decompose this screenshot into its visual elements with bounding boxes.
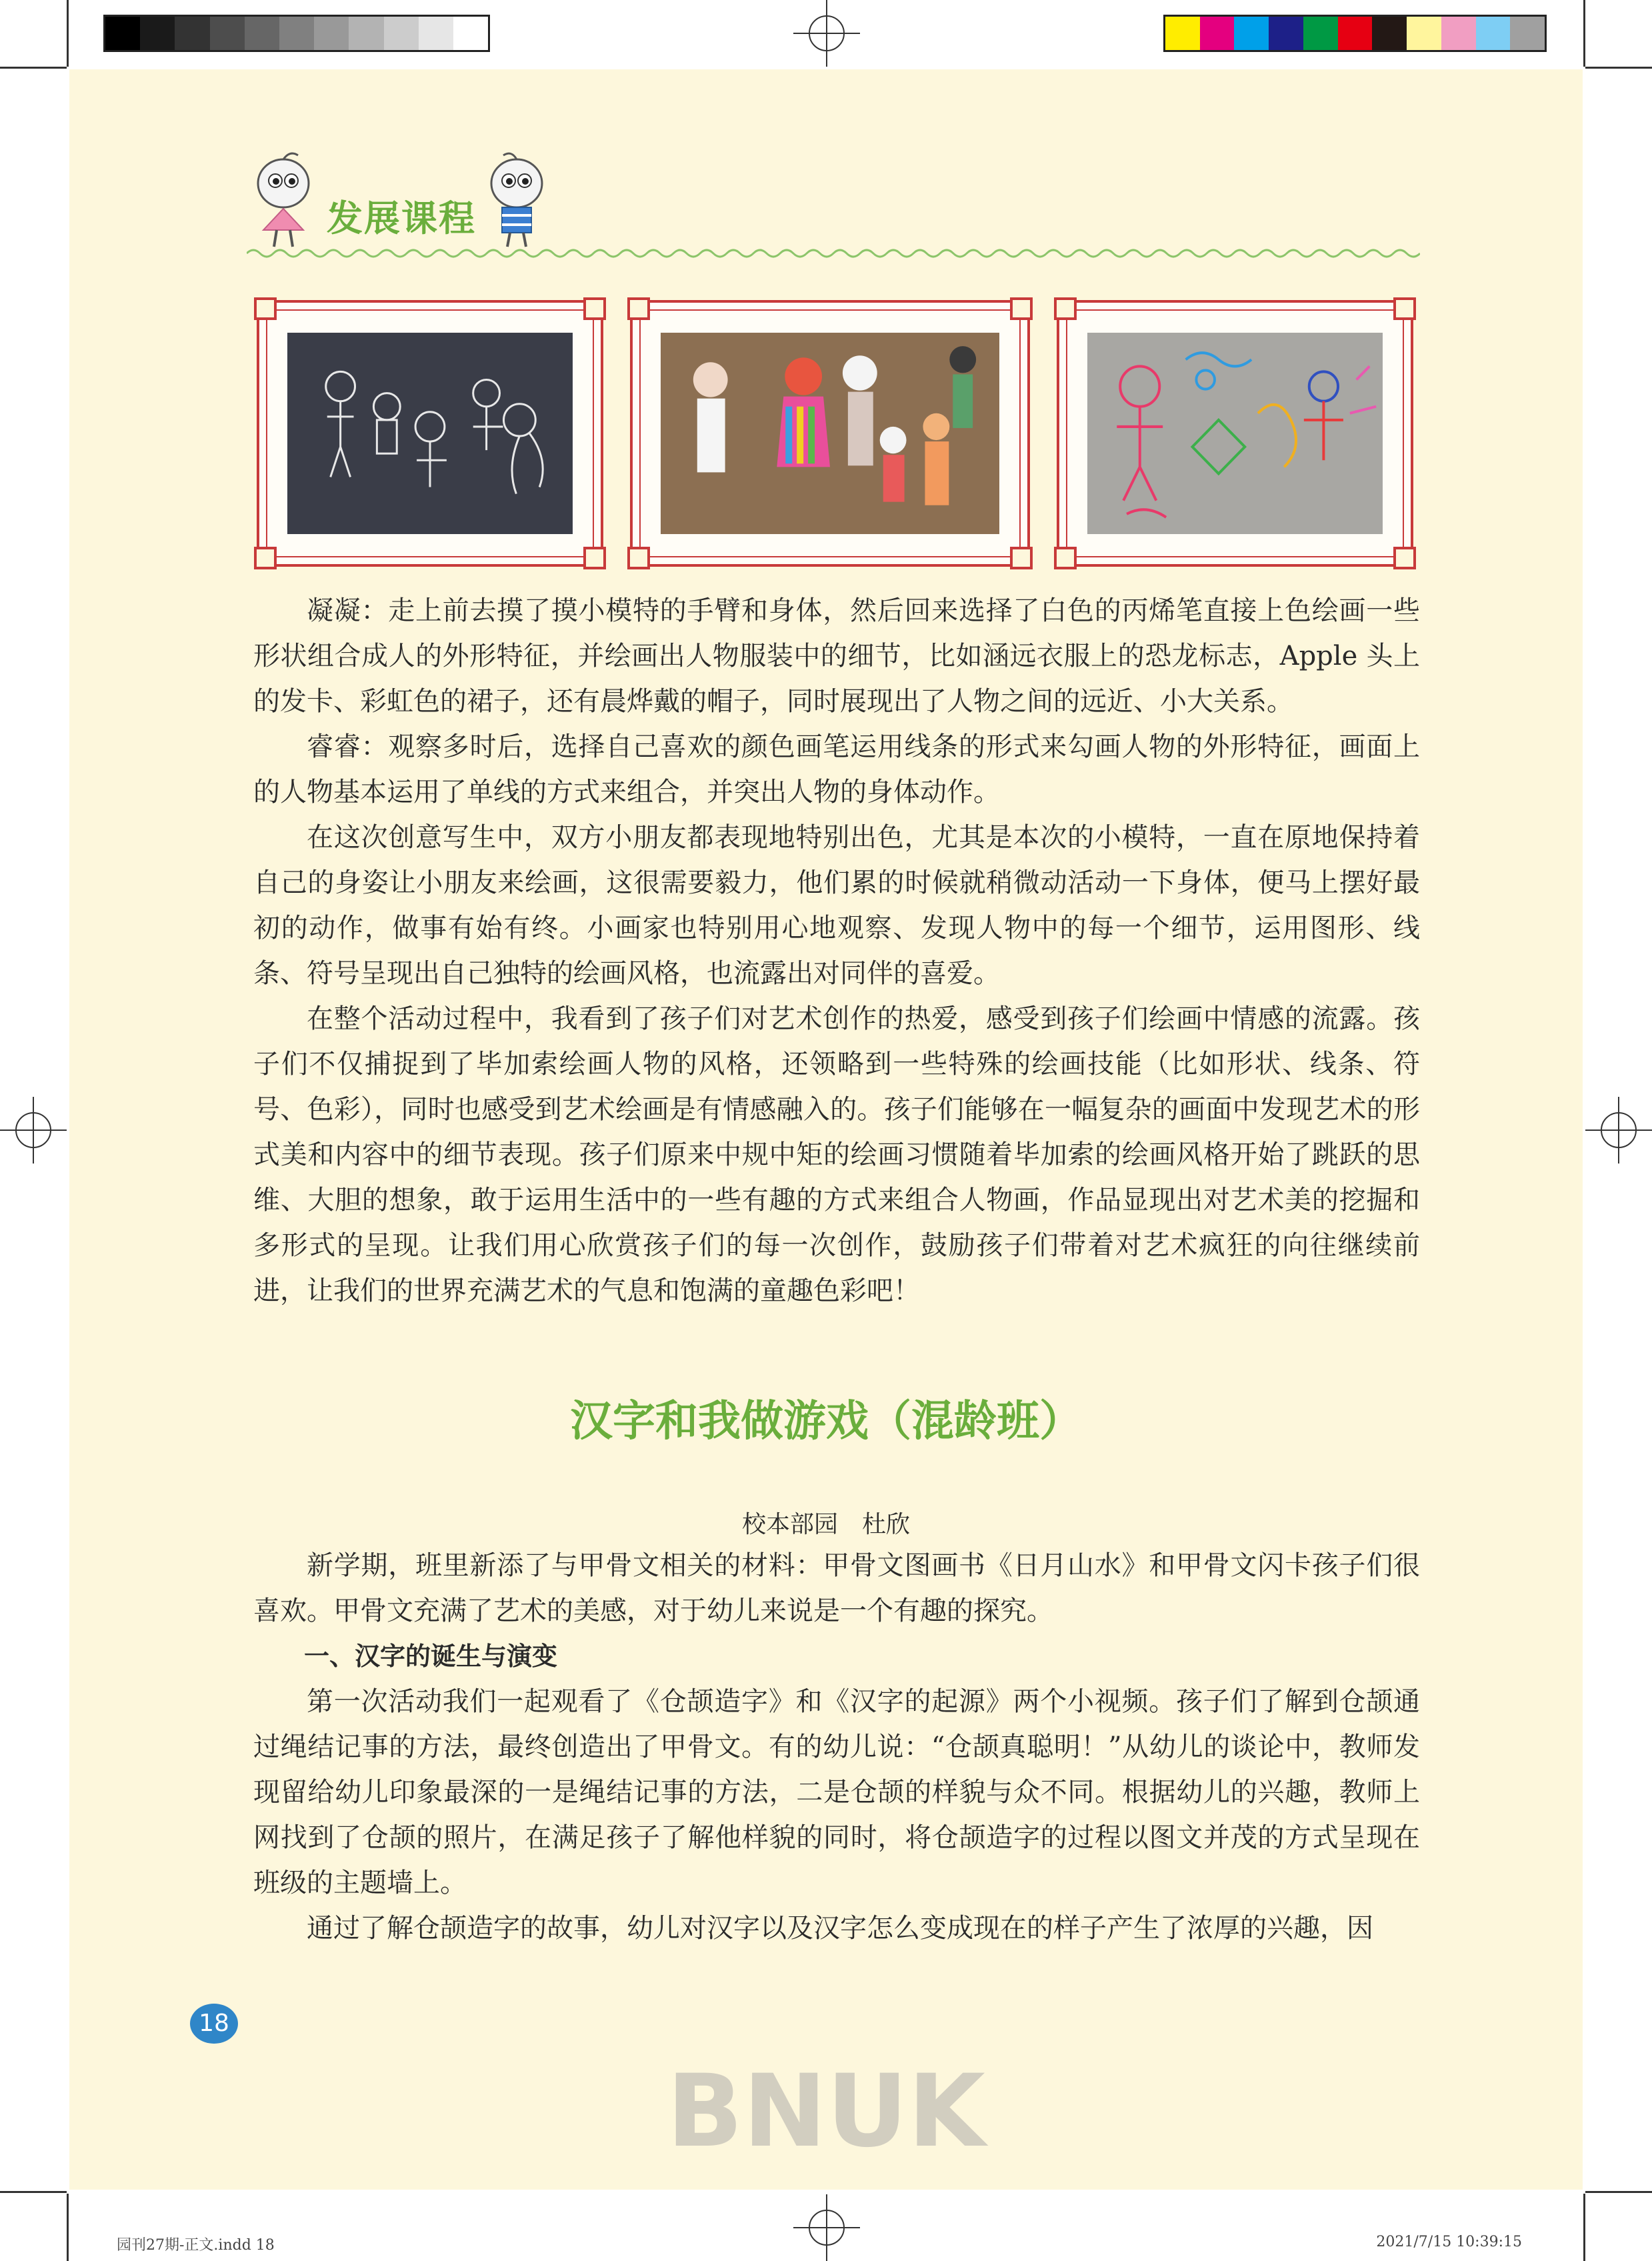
color-swatch <box>245 17 279 50</box>
registration-mark-icon <box>0 1097 67 1164</box>
crop-mark <box>0 67 67 69</box>
article-body <box>253 1543 1420 1951</box>
crop-mark <box>1583 0 1585 67</box>
grayscale-bar <box>103 15 490 52</box>
color-swatch <box>1234 17 1269 50</box>
registration-mark-icon <box>793 0 860 67</box>
children-drawing-photo <box>661 333 999 534</box>
crop-mark <box>67 2194 69 2261</box>
page-number: 18 <box>190 2004 238 2044</box>
children-drawing-photo <box>287 333 573 534</box>
paragraph: 在整个活动过程中，我看到了孩子们对艺术创作的热爱，感受到孩子们绘画中情感的流露。孩子们不仅捕捉到了毕加索绘画人物的风格，还领略到一些特殊的绘画技能（比如形状、线条、符号、色彩），同时也感受到艺术绘画是有情感融入的。孩子们能够在一幅复杂的画面中发现艺术的形式美和内容中的细节表现。孩子们原来中规中矩的绘画习惯随着毕加索的绘画风格开始了跳跃的思维、大胆的想象，敢于运用生活中的一些有趣的方式来组合人物画，作品显现出对艺术美的挖掘和多形式的呈现。让我们用心欣赏孩子们的每一次创作，鼓励孩子们带着对艺术疯狂的向往继续前进，让我们的世界充满艺术的气息和饱满的童趣色彩吧！ <box>253 1003 1420 1306</box>
paragraph: 通过了解仓颉造字的故事，幼儿对汉字以及汉字怎么变成现在的样子产生了浓厚的兴趣，因 <box>307 1913 1373 1944</box>
paragraph: 新学期，班里新添了与甲骨文相关的材料：甲骨文图画书《日月山水》和甲骨文闪卡孩子们很喜欢。甲骨文充满了艺术的美感，对于幼儿来说是一个有趣的探究。 <box>253 1550 1420 1626</box>
crop-mark <box>1583 2194 1585 2261</box>
color-swatch <box>1269 17 1303 50</box>
section-header <box>247 150 1420 263</box>
crop-mark <box>1585 67 1652 69</box>
color-swatch <box>1372 17 1407 50</box>
color-swatch <box>1200 17 1235 50</box>
color-swatch <box>314 17 349 50</box>
boy-mascot-icon <box>477 150 557 250</box>
color-swatch <box>453 17 488 50</box>
registration-mark-icon <box>1585 1097 1652 1164</box>
girl-mascot-icon <box>243 150 323 250</box>
paragraph: 睿睿：观察多时后，选择自己喜欢的颜色画笔运用线条的形式来勾画人物的外形特征，画面上的人物基本运用了单线的方式来组合，并突出人物的身体动作。 <box>253 731 1420 807</box>
color-swatch <box>1441 17 1476 50</box>
footer-filename: 园刊27期-正文.indd 18 <box>117 2237 275 2254</box>
paragraph: 在这次创意写生中，双方小朋友都表现地特别出色，尤其是本次的小模特，一直在原地保持着自己的身姿让小朋友来绘画，这很需要毅力，他们累的时候就稍微动活动一下身体，便马上摆好最初的动作，做事有始有终。小画家也特别用心地观察、发现人物中的每一个细节，运用图形、线条、符号呈现出自己独特的绘画风格，也流露出对同伴的喜爱。 <box>253 822 1420 989</box>
color-swatch <box>175 17 209 50</box>
crop-mark <box>67 0 69 67</box>
color-swatch <box>1510 17 1545 50</box>
color-swatch <box>105 17 140 50</box>
crop-mark <box>0 2191 67 2193</box>
color-swatch <box>419 17 453 50</box>
article-byline: 校本部园 杜欣 <box>741 1511 910 1538</box>
photo-frame <box>257 300 603 567</box>
color-swatch <box>1165 17 1200 50</box>
paragraph: 凝凝：走上前去摸了摸小模特的手臂和身体，然后回来选择了白色的丙烯笔直接上色绘画一些形状组合成人的外形特征，并绘画出人物服装中的细节，比如涵远衣服上的恐龙标志，Apple 头上的发卡、彩虹色的裙子，还有晨烨戴的帽子，同时展现出了人物之间的远近、小大关系。 <box>253 595 1420 717</box>
color-swatch <box>349 17 383 50</box>
color-swatch <box>279 17 314 50</box>
photo-frame <box>1057 300 1413 567</box>
color-swatch <box>1407 17 1441 50</box>
wavy-divider <box>247 247 1420 260</box>
section-title: 发展课程 <box>327 197 476 239</box>
color-swatch <box>140 17 175 50</box>
watermark: BNUK <box>667 2054 985 2170</box>
footer-timestamp: 2021/7/15 10:39:15 <box>1376 2234 1522 2250</box>
color-bar <box>1163 15 1547 52</box>
crop-mark <box>1585 2191 1652 2193</box>
color-swatch <box>384 17 419 50</box>
photo-frame <box>630 300 1030 567</box>
color-swatch <box>1303 17 1338 50</box>
color-swatch <box>1476 17 1511 50</box>
article-body <box>253 588 1420 1314</box>
color-swatch <box>1338 17 1373 50</box>
children-drawing-photo <box>1087 333 1383 534</box>
article-title: 汉字和我做游戏（混龄班） <box>570 1397 1082 1446</box>
paragraph: 第一次活动我们一起观看了《仓颉造字》和《汉字的起源》两个小视频。孩子们了解到仓颉通过绳结记事的方法，最终创造出了甲骨文。有的幼儿说：“仓颉真聪明！”从幼儿的谈论中，教师发现留给幼儿印象最深的一是绳结记事的方法，二是仓颉的样貌与众不同。根据幼儿的兴趣，教师上网找到了仓颉的照片，在满足孩子了解他样貌的同时，将仓颉造字的过程以图文并茂的方式呈现在班级的主题墙上。 <box>253 1686 1420 1898</box>
registration-mark-icon <box>793 2194 860 2261</box>
subheading: 一、汉字的诞生与演变 <box>304 1642 558 1671</box>
color-swatch <box>210 17 245 50</box>
